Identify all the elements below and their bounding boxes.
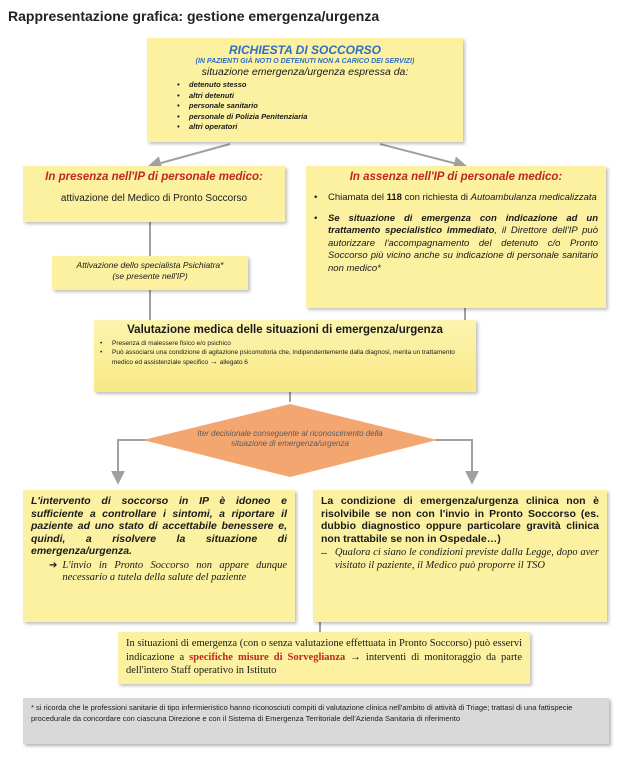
- call-118-item: • Chiamata del 118 con richiesta di Autoambulanza medicalizzata: [314, 192, 598, 205]
- outcome-left-box: [23, 490, 295, 622]
- evaluation-box: [94, 320, 476, 392]
- outcome-left-note: L'invio in Pronto Soccorso non appare dunque necessario a tutela della salute del paziente: [62, 559, 287, 583]
- outcome-right-box: [313, 490, 607, 622]
- arrow-diamond-left: [118, 440, 150, 482]
- list-item: • detenuto stesso: [177, 80, 455, 91]
- surveillance-highlight: specifiche misure di Sorveglianza: [189, 651, 346, 663]
- surveillance-text: In situazioni di emergenza (con o senza valutazione effettuata in Pronto Soccorso) può esservi indicazione a specifiche misure di Sorveglianza → interventi di monitoraggio da parte dell'intero Staff operativo in Istituto: [126, 638, 523, 676]
- left-branch-box: [23, 166, 285, 222]
- list-item: • Può associarsi una condizione di agitazione psicomotoria che, indipendentemente dalla diagnosi, merita un trattamento medico ed assistenziale specifico → allegato 6: [100, 348, 470, 367]
- list-item: • personale di Polizia Penitenziaria: [177, 112, 455, 123]
- request-subheading: (IN PAZIENTI GIÀ NOTI O DETENUTI NON A CARICO DEI SERVIZI): [195, 58, 415, 65]
- arrow-to-left-branch: [150, 144, 230, 166]
- specialist-box: [52, 256, 248, 290]
- special-treatment-item: • Se situazione di emergenza con indicazione ad un trattamento specialistico immediato, il Direttore dell'IP può autorizzare l'accompagnamento del detenuto c/o Pronto Soccorso più vicino anche su indicazione di personale sanitario non medico*: [314, 213, 598, 276]
- list-item: • altri detenuti: [177, 91, 455, 102]
- right-branch-list: [314, 192, 598, 275]
- outcome-left-text: L'intervento di soccorso in IP è idoneo e sufficiente a controllare i sintomi, a riportare il paziente ad uno stato di accettabile benessere e, quindi, a risolvere la situazione di emergenza/urgenza.: [31, 495, 287, 557]
- arrow-icon: ➔: [49, 559, 58, 571]
- decision-diamond-text: Iter decisionale conseguente al riconoscimento della situazione di emergenza/urgenza: [197, 429, 383, 448]
- specialist-line2: (se presente nell'IP): [112, 271, 188, 281]
- list-item: • Presenza di malessere fisico e/o psichico: [100, 339, 470, 348]
- evaluation-list: [100, 339, 470, 367]
- surveillance-box: [118, 632, 530, 684]
- request-heading: RICHIESTA DI SOCCORSO: [228, 43, 381, 57]
- request-intro: situazione emergenza/urgenza espressa da:: [201, 66, 409, 78]
- left-branch-text: attivazione del Medico di Pronto Soccorso: [60, 193, 248, 204]
- list-item: • personale sanitario: [177, 101, 455, 112]
- left-branch-heading: In presenza nell'IP di personale medico:: [45, 171, 263, 183]
- arrow-icon: →: [350, 651, 361, 663]
- request-box: [147, 38, 463, 142]
- outcome-right-note-row: [321, 547, 599, 572]
- specialist-line1: Attivazione dello specialista Psichiatra*: [76, 260, 224, 270]
- arrow-diamond-right: [435, 440, 472, 482]
- footnote-text: * si ricorda che le professioni sanitarie di tipo infermieristico hanno riconosciuti compiti di valutazione clinica nell'ambito di attività di Triage; trattasi di una fattispecie procedurale da concordare con ciascuna Direzione e con il Sistema di Emergenza Territoriale dell'Azienda Sanitaria di riferimento: [31, 703, 573, 723]
- list-item: • altri operatori: [177, 122, 455, 133]
- outcome-right-note: Qualora ci siano le condizioni previste dalla Legge, dopo aver visitato il paziente, il Medico può proporre il TSO: [334, 547, 599, 571]
- page-title: Rappresentazione grafica: gestione emergenza/urgenza: [8, 8, 380, 24]
- dash-icon: –: [321, 547, 327, 559]
- outcome-left-note-row: [31, 560, 287, 585]
- evaluation-heading: Valutazione medica delle situazioni di emergenza/urgenza: [127, 324, 443, 336]
- outcome-right-text: La condizione di emergenza/urgenza clinica non è risolvibile se non con l'invio in Pronto Soccorso (es. dubbio diagnostico oppure particolare gravità clinica non trattabile se non in Ospedale…): [321, 495, 599, 545]
- footnote-box: [23, 698, 609, 744]
- arrow-icon: →: [209, 357, 218, 366]
- right-branch-heading: In assenza nell'IP di personale medico:: [349, 171, 563, 183]
- right-branch-box: [306, 166, 606, 308]
- requester-list: [177, 80, 455, 133]
- arrow-to-right-branch: [380, 144, 465, 166]
